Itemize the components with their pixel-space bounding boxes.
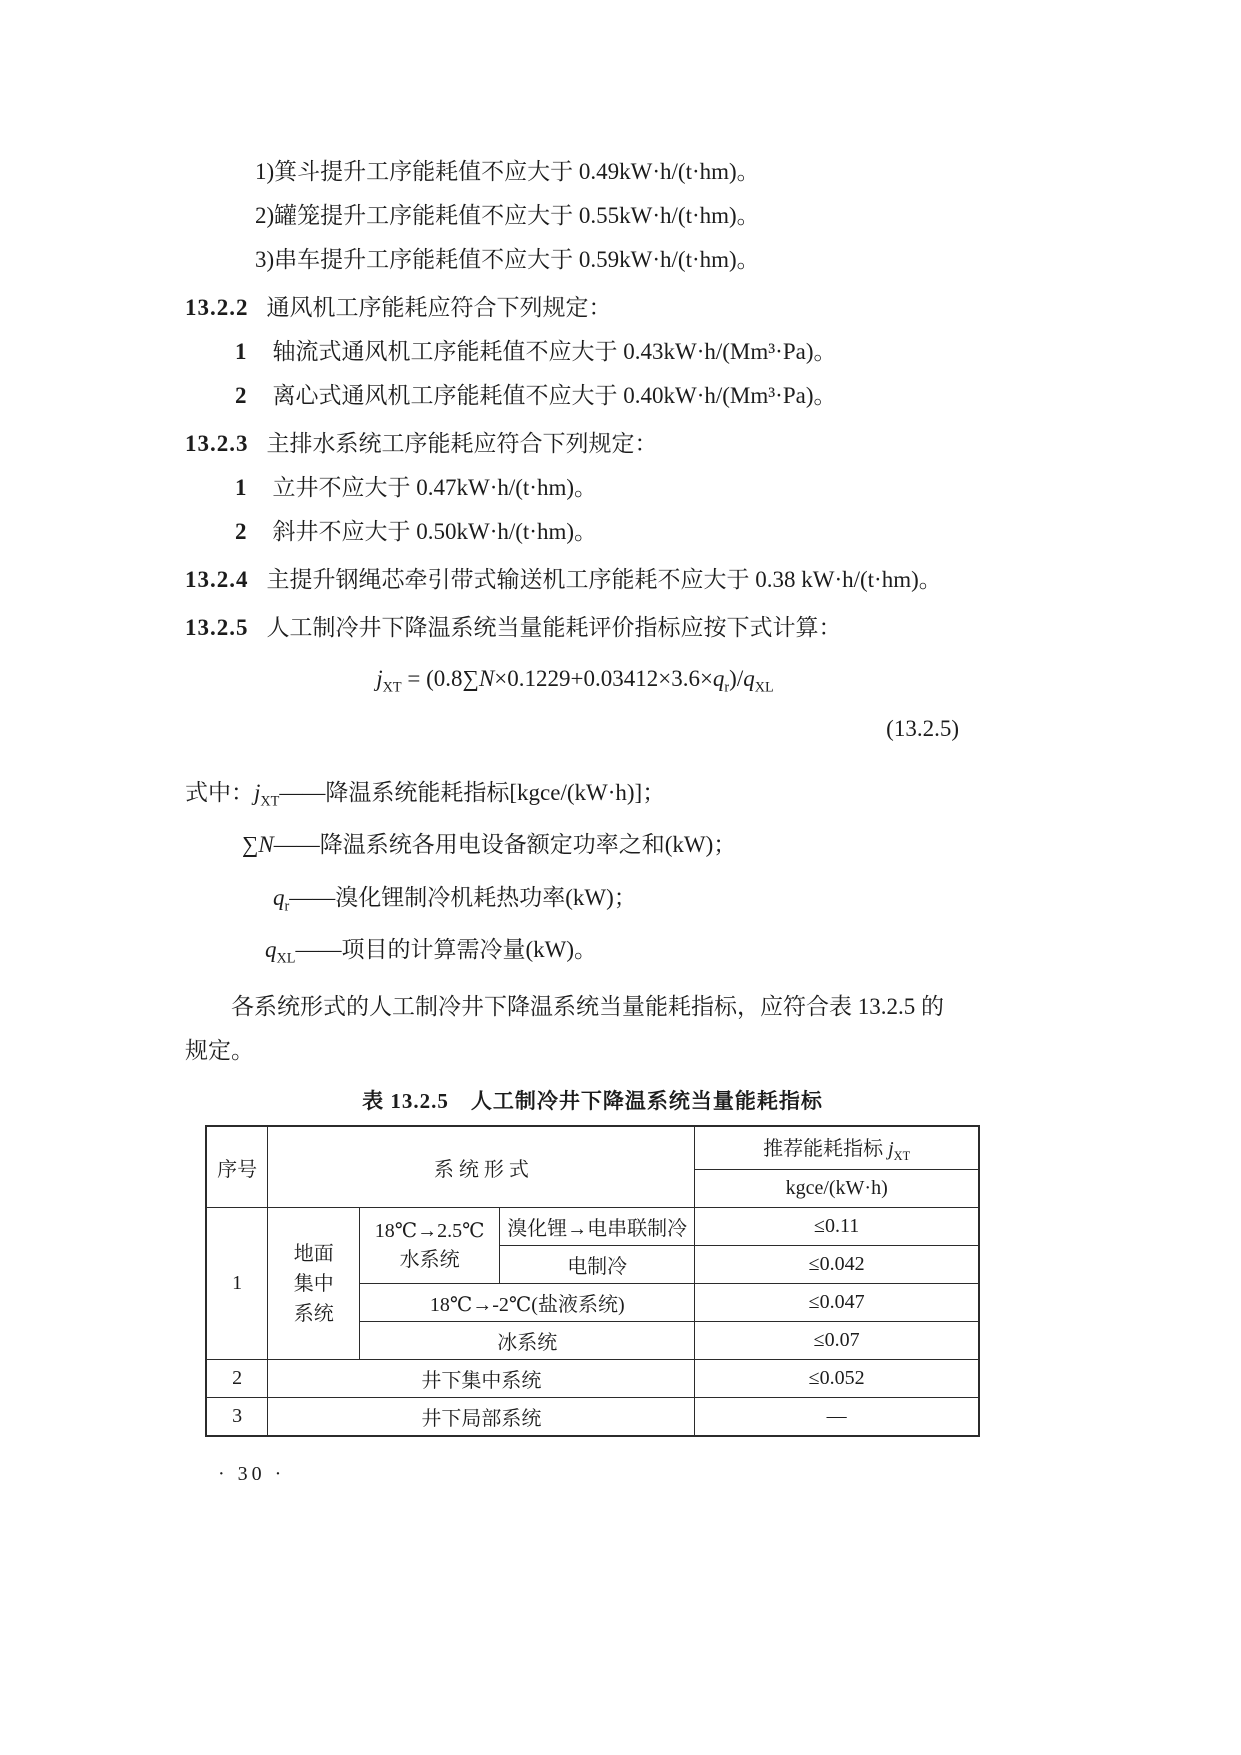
definition-sub: XL — [276, 950, 296, 967]
formula-var-jxt: j — [376, 666, 383, 691]
formula-var-qxl: q — [743, 666, 755, 691]
header-col-index: 序号 — [206, 1126, 268, 1208]
cell-group-surface — [268, 1208, 360, 1360]
definition-symbol: j — [254, 779, 261, 805]
formula — [185, 658, 965, 709]
header-col-system: 系 统 形 式 — [268, 1126, 695, 1208]
section-13-2-3 — [185, 422, 965, 466]
table-row — [206, 1208, 979, 1246]
cell-brine-system: 18℃→-2℃(盐液系统) — [360, 1284, 695, 1322]
definition-sub: XT — [260, 793, 280, 810]
formula-mid: ×0.1229+0.03412×3.6× — [494, 666, 713, 691]
cell-ice-system: 冰系统 — [360, 1322, 695, 1360]
definition-text: 溴化锂制冷机耗热功率(kW)； — [335, 884, 637, 910]
definition-sub: r — [284, 898, 290, 915]
section-number: 13.2.4 — [185, 567, 249, 592]
item-number: 1 — [235, 475, 247, 500]
section-number: 13.2.5 — [185, 615, 249, 640]
list-item-3: 3)串车提升工序能耗值不应大于 0.59kW·h/(t·hm)。 — [255, 247, 760, 272]
cell-index-3: 3 — [206, 1398, 268, 1437]
cell-value-4: ≤0.07 — [695, 1322, 979, 1360]
section-text: 人工制冷井下降温系统当量能耗评价指标应按下式计算： — [266, 615, 842, 640]
table-row — [206, 1360, 979, 1398]
definition-symbol: q — [273, 884, 285, 910]
cell-libr-electric: 溴化锂→电串联制冷 — [500, 1208, 695, 1246]
cell-value-5: ≤0.052 — [695, 1360, 979, 1398]
section-13-2-2-item-1 — [235, 330, 965, 374]
definition-qr — [273, 876, 965, 929]
definition-dash: —— — [289, 884, 336, 910]
formula-sub-xt: XT — [382, 679, 402, 696]
list-item-1: 1)箕斗提升工序能耗值不应大于 0.49kW·h/(t·hm)。 — [255, 159, 760, 184]
cell-index-1: 1 — [206, 1208, 268, 1360]
water-label: 水系统 — [399, 1248, 460, 1271]
table-header-row-1 — [206, 1126, 979, 1170]
item-text: 斜井不应大于 0.50kW·h/(t·hm)。 — [272, 519, 598, 544]
definition-text: 降温系统能耗指标[kgce/(kW·h)]； — [325, 779, 666, 805]
cell-value-3: ≤0.047 — [695, 1284, 979, 1322]
indicator-label: 推荐能耗指标 — [763, 1138, 889, 1161]
section-13-2-3-item-2 — [235, 510, 965, 554]
definition-qxl — [265, 928, 965, 981]
section-text: 通风机工序能耗应符合下列规定： — [266, 295, 612, 320]
section-text: 主提升钢绳芯牵引带式输送机工序能耗不应大于 0.38 kW·h/(t·hm)。 — [266, 567, 942, 592]
formula-sub-r: r — [724, 679, 730, 696]
table-caption: 表 13.2.5 人工制冷井下降温系统当量能耗指标 — [362, 1088, 823, 1113]
definition-prefix: 式中： — [185, 779, 254, 805]
definition-sympre: ∑ — [242, 832, 259, 858]
definition-symbol: N — [258, 832, 274, 858]
definition-text: 项目的计算需冷量(kW)。 — [341, 937, 598, 963]
formula-close: )/ — [729, 666, 744, 691]
section-13-2-5 — [185, 606, 965, 650]
definition-text: 降温系统各用电设备额定功率之和(kW)； — [319, 832, 737, 858]
cell-electric: 电制冷 — [500, 1246, 695, 1284]
section-number: 13.2.3 — [185, 431, 249, 456]
water-temp: 18℃→2.5℃ — [374, 1219, 485, 1242]
table-row — [206, 1398, 979, 1437]
cell-value-6: — — [695, 1398, 979, 1437]
indicator-sub: XT — [893, 1149, 911, 1164]
header-col-indicator-unit: kgce/(kW·h) — [695, 1170, 979, 1208]
formula-sub-xl: XL — [754, 679, 774, 696]
item-text: 立井不应大于 0.47kW·h/(t·hm)。 — [272, 475, 598, 500]
item-text: 离心式通风机工序能耗值不应大于 0.40kW·h/(Mm³·Pa)。 — [272, 383, 837, 408]
page-number: · 30 · — [218, 1463, 286, 1486]
item-text: 轴流式通风机工序能耗值不应大于 0.43kW·h/(Mm³·Pa)。 — [272, 339, 837, 364]
section-13-2-2 — [185, 286, 965, 330]
cell-underground-local: 井下局部系统 — [268, 1398, 695, 1437]
section-13-2-4 — [185, 558, 965, 602]
item-number: 2 — [235, 519, 247, 544]
cell-underground-central: 井下集中系统 — [268, 1360, 695, 1398]
item-number: 1 — [235, 339, 247, 364]
header-col-indicator — [695, 1126, 979, 1170]
section-number: 13.2.2 — [185, 295, 249, 320]
cell-water-system — [360, 1208, 500, 1284]
formula-var-n: N — [478, 666, 495, 691]
formula-eq: = (0.8 — [401, 666, 463, 691]
list-item-2: 2)罐笼提升工序能耗值不应大于 0.55kW·h/(t·hm)。 — [255, 203, 760, 228]
table-13-2-5 — [205, 1125, 980, 1438]
definitions — [185, 771, 965, 981]
section-text: 主排水系统工序能耗应符合下列规定： — [266, 431, 658, 456]
definition-symbol: q — [265, 937, 277, 963]
closing-paragraph: 各系统形式的人工制冷井下降温系统当量能耗指标，应符合表 13.2.5 的规定。 — [185, 993, 944, 1063]
group-label: 地面集中系统 — [293, 1242, 334, 1325]
section-13-2-2-item-2 — [235, 374, 965, 418]
definition-sum-n — [242, 823, 965, 876]
section-13-2-3-item-1 — [235, 466, 965, 510]
indicator-var: j — [888, 1138, 894, 1161]
cell-value-1: ≤0.11 — [695, 1208, 979, 1246]
cell-index-2: 2 — [206, 1360, 268, 1398]
formula-var-qr: q — [712, 666, 725, 691]
definition-dash: —— — [295, 937, 342, 963]
sigma-symbol: ∑ — [462, 666, 479, 691]
item-number: 2 — [235, 383, 247, 408]
cell-value-2: ≤0.042 — [695, 1246, 979, 1284]
definition-jxt — [185, 771, 965, 824]
definition-dash: —— — [279, 779, 326, 805]
equation-number: (13.2.5) — [886, 715, 959, 741]
definition-dash: —— — [273, 832, 320, 858]
